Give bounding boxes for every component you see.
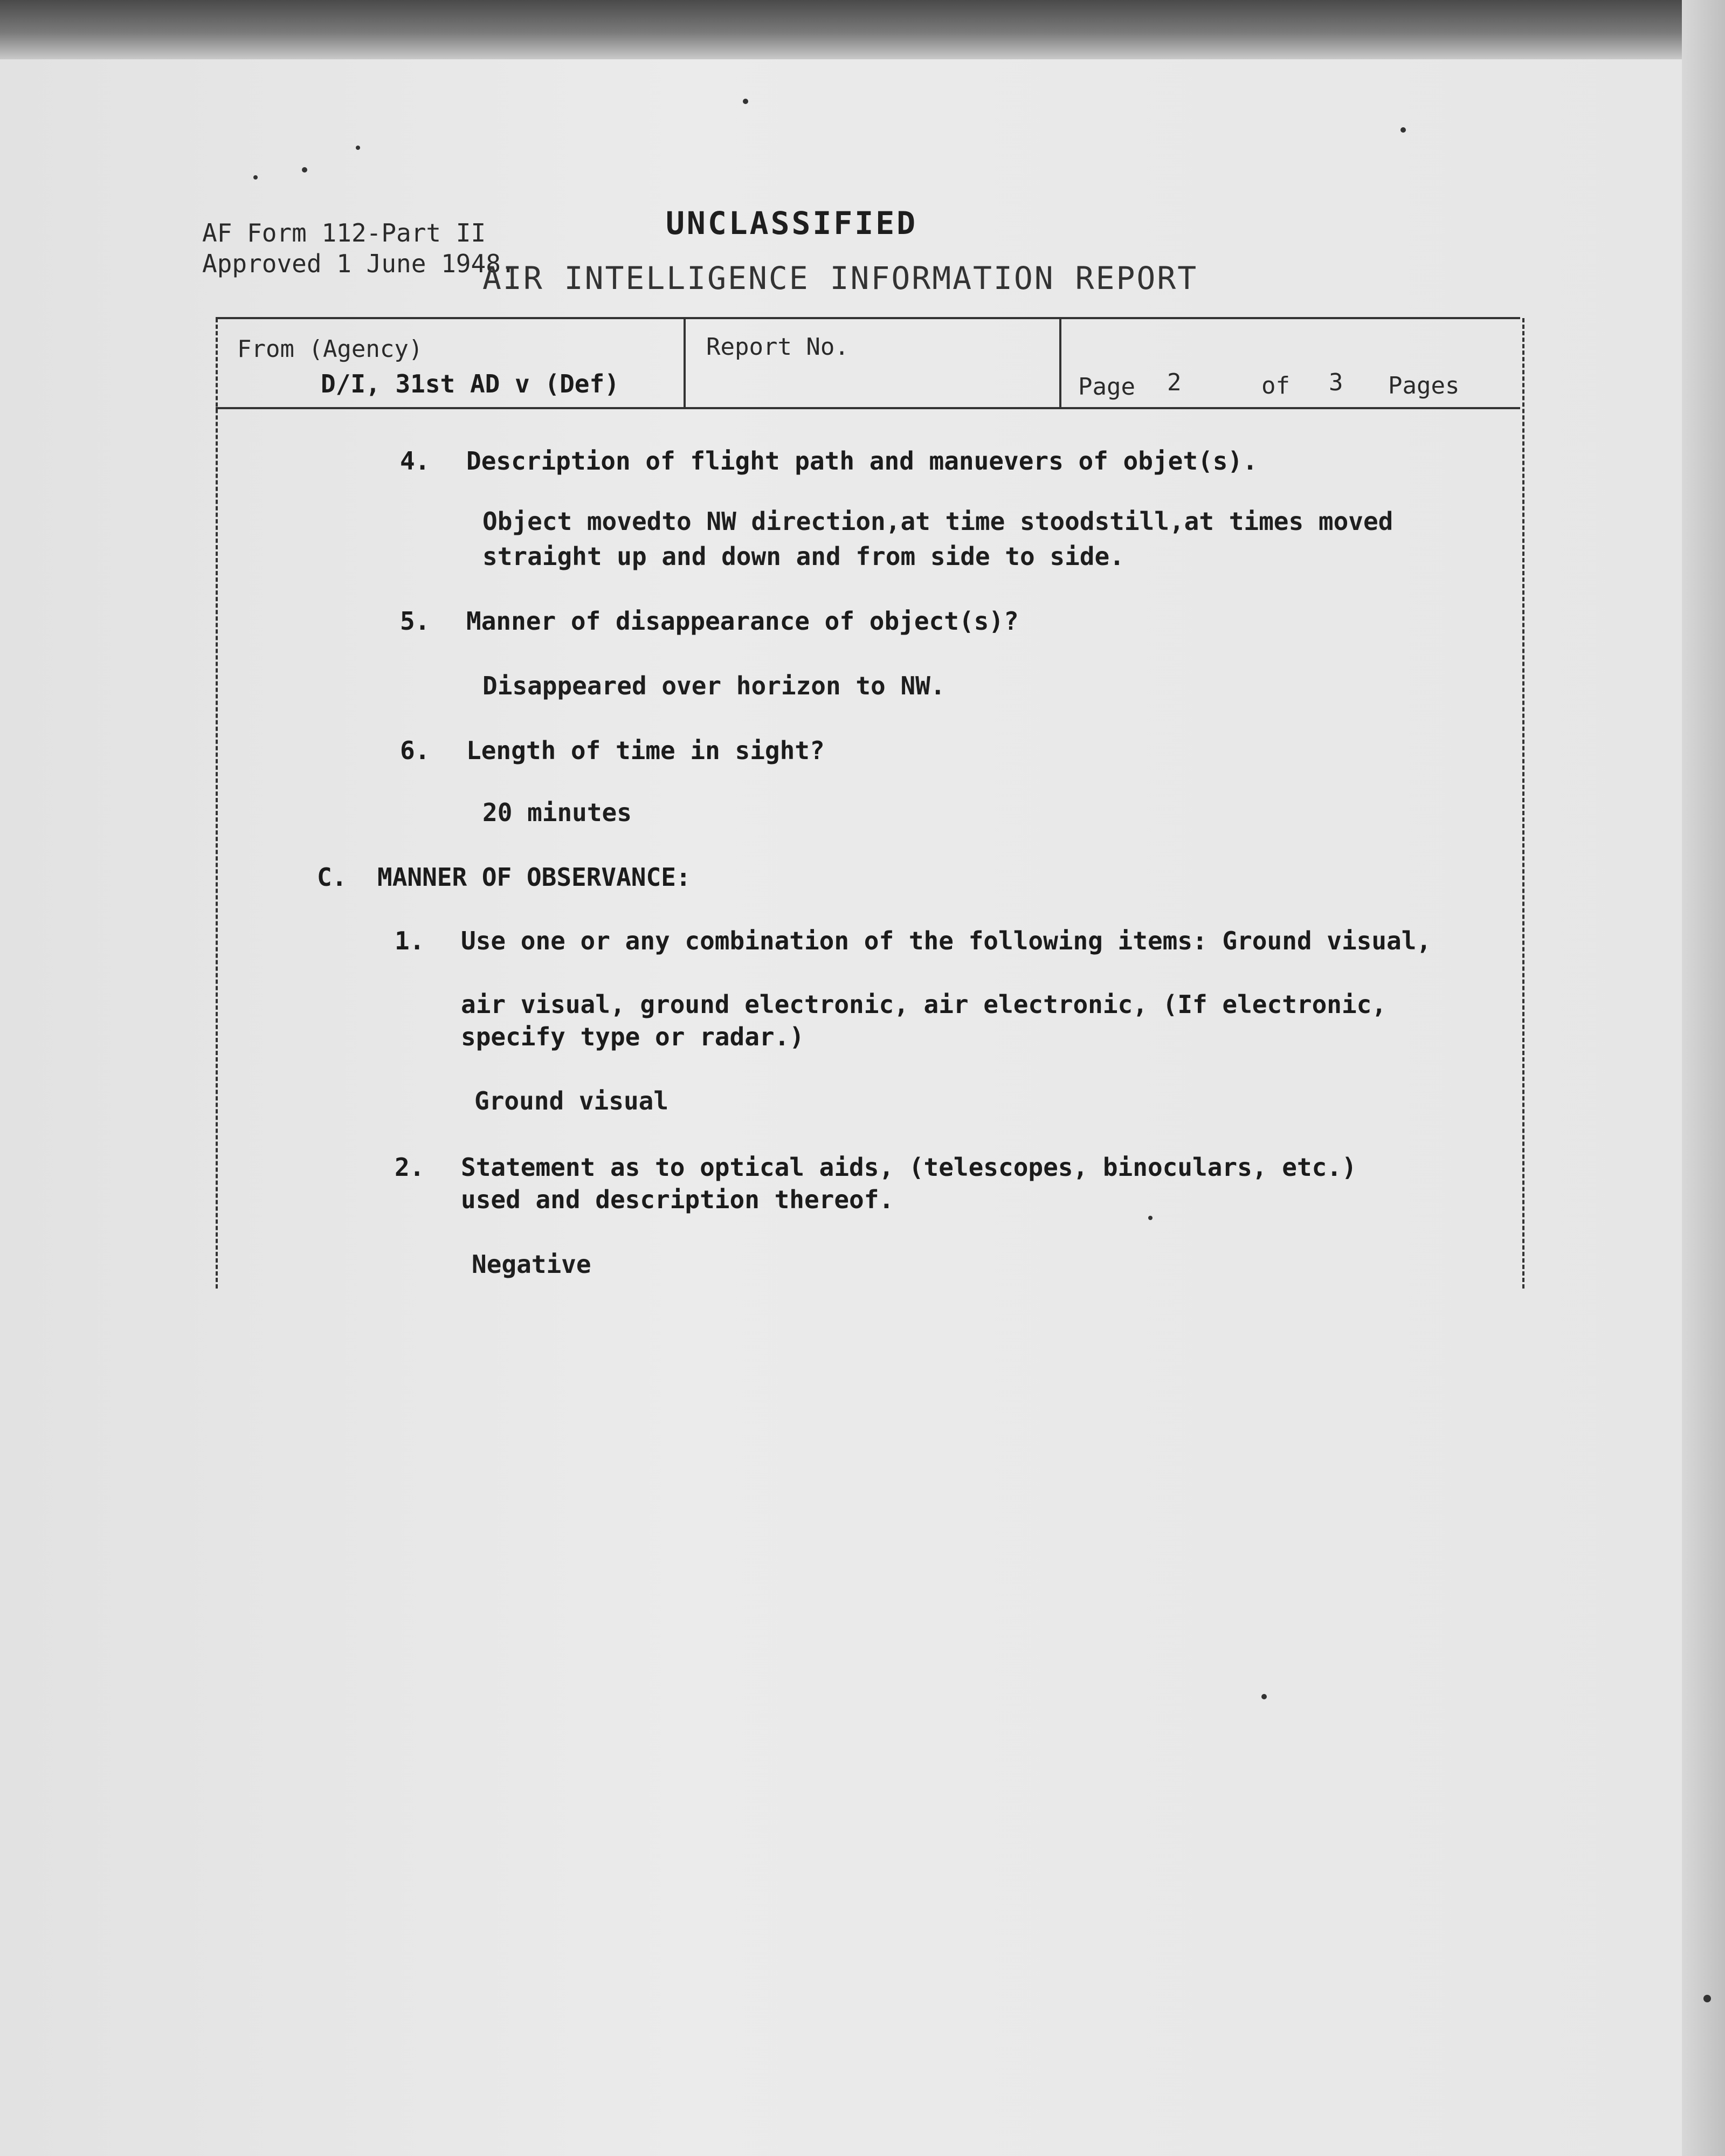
item-5-answer: Disappeared over horizon to NW. bbox=[482, 671, 946, 700]
item-4-answer-line2: straight up and down and from side to side. bbox=[482, 542, 1124, 571]
form-box-divider bbox=[1059, 318, 1061, 407]
scan-speck bbox=[1261, 1694, 1267, 1699]
pages-label: Pages bbox=[1388, 372, 1460, 399]
scan-speck bbox=[356, 146, 360, 150]
scan-speck bbox=[743, 99, 748, 104]
page-number: 2 bbox=[1167, 369, 1182, 396]
item-6-question: Length of time in sight? bbox=[466, 736, 825, 765]
total-pages: 3 bbox=[1329, 369, 1343, 396]
scan-speck bbox=[1400, 127, 1406, 133]
item-5-question: Manner of disappearance of object(s)? bbox=[466, 607, 1019, 636]
of-label: of bbox=[1261, 372, 1290, 399]
item-4-question: Description of flight path and manuevers of objet(s). bbox=[466, 446, 1258, 476]
item-6-answer: 20 minutes bbox=[482, 798, 632, 827]
scan-right-edge bbox=[1682, 0, 1725, 2156]
scan-speck bbox=[253, 175, 258, 180]
page-label: Page bbox=[1078, 373, 1135, 401]
c1-question-line3: specify type or radar.) bbox=[461, 1022, 804, 1051]
report-no-label: Report No. bbox=[706, 333, 849, 361]
approved-date: Approved 1 June 1948. bbox=[202, 249, 516, 278]
form-box-top-rule bbox=[216, 317, 1520, 319]
classification-stamp: UNCLASSIFIED bbox=[666, 205, 918, 242]
item-6-number: 6. bbox=[400, 736, 430, 765]
c2-number: 2. bbox=[395, 1153, 425, 1182]
report-title: AIR INTELLIGENCE INFORMATION REPORT bbox=[482, 260, 1198, 297]
item-4-number: 4. bbox=[400, 446, 430, 476]
c1-answer: Ground visual bbox=[474, 1086, 669, 1115]
c1-question-line2: air visual, ground electronic, air electronic, (If electronic, bbox=[461, 990, 1387, 1019]
form-number: AF Form 112-Part II bbox=[202, 218, 486, 247]
scan-top-edge bbox=[0, 0, 1725, 59]
c1-number: 1. bbox=[395, 926, 425, 955]
scan-speck bbox=[1703, 1995, 1711, 2002]
form-box-divider bbox=[684, 318, 686, 407]
c2-answer: Negative bbox=[472, 1250, 591, 1279]
from-agency-label: From (Agency) bbox=[237, 335, 423, 363]
scan-speck bbox=[302, 167, 307, 173]
from-agency-value: D/I, 31st AD v (Def) bbox=[321, 369, 619, 398]
item-4-answer-line1: Object movedto NW direction,at time stoodstill,at times moved bbox=[482, 507, 1393, 536]
section-c-title: MANNER OF OBSERVANCE: bbox=[377, 863, 691, 892]
item-5-number: 5. bbox=[400, 607, 430, 636]
form-box-header-rule bbox=[216, 407, 1520, 409]
c2-question-line2: used and description thereof. bbox=[461, 1185, 894, 1214]
section-c-letter: C. bbox=[317, 863, 347, 892]
c1-question-line1: Use one or any combination of the following items: Ground visual, bbox=[461, 926, 1432, 955]
c2-question-line1: Statement as to optical aids, (telescopes, binoculars, etc.) bbox=[461, 1153, 1357, 1182]
